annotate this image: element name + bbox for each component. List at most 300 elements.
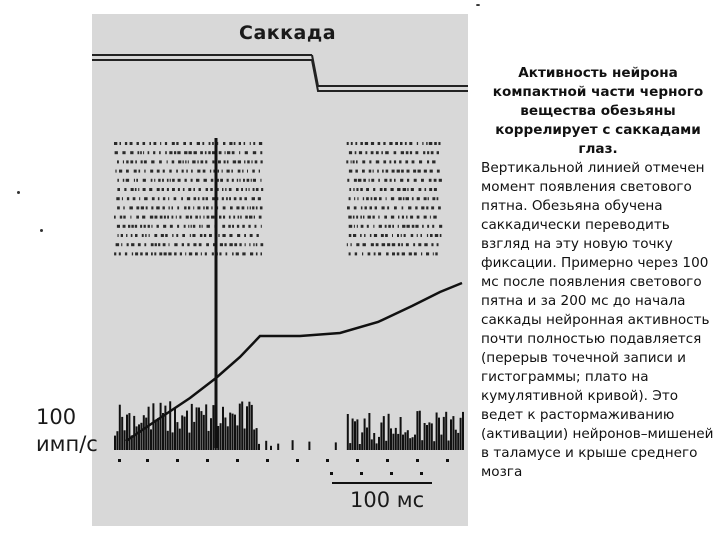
raster-tick (127, 197, 129, 200)
raster-tick (411, 188, 414, 191)
raster-tick (151, 206, 153, 209)
raster-tick (363, 216, 364, 219)
raster-tick (386, 197, 387, 200)
raster-tick (115, 170, 116, 173)
raster-tick (202, 197, 204, 200)
raster-tick (232, 151, 235, 154)
histogram-bar (136, 426, 138, 450)
raster-tick (144, 197, 148, 200)
raster-tick (252, 206, 254, 209)
raster-tick (389, 142, 392, 145)
raster-tick (222, 197, 224, 200)
histogram-bar (445, 412, 447, 450)
histogram-bar (433, 441, 435, 450)
raster-tick (435, 234, 438, 237)
raster-tick (126, 170, 129, 173)
raster-tick (346, 160, 348, 163)
raster-tick (380, 188, 383, 191)
raster-tick (244, 160, 245, 163)
raster-tick (211, 216, 214, 219)
raster-tick (114, 252, 116, 255)
raster-tick (159, 252, 162, 255)
raster-tick (351, 160, 352, 163)
raster-tick (392, 225, 394, 228)
raster-tick (231, 170, 233, 173)
raster-tick (354, 225, 355, 228)
histogram-bar (385, 441, 387, 450)
raster-tick (370, 206, 373, 209)
raster-tick (434, 142, 437, 145)
raster-tick (156, 206, 160, 209)
time-marker-dot (236, 459, 239, 462)
raster-tick (364, 234, 365, 237)
raster-tick (349, 234, 352, 237)
raster-tick (202, 142, 204, 145)
raster-tick (373, 216, 375, 219)
raster-tick (369, 170, 372, 173)
raster-tick (210, 170, 211, 173)
raster-tick (190, 142, 192, 145)
histogram-bar (174, 407, 176, 450)
raster-tick (188, 160, 189, 163)
raster-tick (394, 160, 396, 163)
raster-tick (426, 142, 427, 145)
raster-tick (240, 216, 242, 219)
raster-tick (144, 225, 146, 228)
raster-tick (222, 188, 223, 191)
raster-tick (437, 151, 439, 154)
raster-tick (142, 216, 145, 219)
raster-tick (347, 243, 348, 246)
raster-tick (126, 234, 127, 237)
raster-tick (184, 206, 186, 209)
raster-tick (418, 243, 421, 246)
raster-tick (354, 197, 355, 200)
raster-tick (182, 243, 184, 246)
raster-tick (401, 234, 402, 237)
raster-tick (205, 160, 207, 163)
raster-tick (182, 234, 185, 237)
raster-tick (253, 188, 255, 191)
raster-tick (223, 216, 225, 219)
raster-tick (115, 151, 118, 154)
raster-tick (140, 252, 143, 255)
raster-tick (211, 179, 214, 182)
raster-tick (391, 197, 394, 200)
raster-tick (170, 225, 173, 228)
raster-tick (422, 225, 424, 228)
raster-tick (138, 188, 139, 191)
raster-tick (218, 160, 221, 163)
raster-tick (197, 206, 200, 209)
raster-tick (256, 252, 258, 255)
raster-tick (252, 197, 255, 200)
histogram-bar (224, 418, 226, 451)
raster-tick (391, 216, 394, 219)
raster-tick (378, 252, 381, 255)
raster-tick (121, 243, 122, 246)
raster-tick (119, 170, 122, 173)
raster-tick (239, 151, 240, 154)
histogram-bar (244, 429, 246, 451)
raster-tick (222, 234, 225, 237)
raster-tick (149, 142, 151, 145)
raster-tick (177, 151, 180, 154)
raster-tick (141, 160, 143, 163)
raster-tick (209, 234, 212, 237)
raster-tick (251, 160, 252, 163)
raster-tick (418, 170, 421, 173)
raster-tick (222, 170, 223, 173)
raster-tick (167, 216, 169, 219)
raster-tick (426, 252, 429, 255)
raster-tick (172, 206, 174, 209)
raster-tick (354, 179, 357, 182)
raster-tick (189, 252, 192, 255)
raster-tick (421, 179, 424, 182)
histogram-bar (419, 411, 421, 450)
raster-tick (374, 252, 376, 255)
raster-tick (121, 234, 123, 237)
raster-tick (385, 225, 387, 228)
raster-tick (150, 216, 153, 219)
raster-tick (392, 170, 395, 173)
time-marker-dot (118, 459, 121, 462)
histogram-bar (455, 430, 457, 450)
raster-tick (249, 188, 250, 191)
raster-tick (414, 179, 417, 182)
raster-tick (384, 188, 387, 191)
raster-tick (164, 216, 166, 219)
raster-tick (387, 243, 390, 246)
raster-tick (151, 179, 153, 182)
raster-tick (388, 225, 391, 228)
raster-tick (172, 234, 173, 237)
raster-tick (145, 234, 146, 237)
raster-tick (259, 170, 260, 173)
raster-tick (163, 197, 165, 200)
raster-tick (126, 179, 129, 182)
raster-tick (398, 243, 400, 246)
histogram-bar (205, 404, 207, 450)
raster-tick (250, 252, 253, 255)
raster-tick (160, 142, 161, 145)
raster-tick (227, 160, 229, 163)
raster-tick (209, 142, 211, 145)
raster-tick (223, 142, 225, 145)
raster-tick (398, 197, 401, 200)
raster-tick (406, 243, 409, 246)
histogram-bar (176, 422, 178, 450)
raster-tick (158, 197, 160, 200)
histogram-bar (164, 406, 166, 450)
raster-tick (212, 142, 214, 145)
histogram-bar (457, 433, 459, 450)
raster-tick (229, 142, 232, 145)
raster-tick (437, 170, 440, 173)
raster-tick (392, 234, 393, 237)
histogram-bar (186, 411, 188, 450)
histogram-bar (421, 440, 423, 450)
raster-tick (354, 206, 357, 209)
raster-tick (219, 252, 221, 255)
raster-tick (212, 151, 215, 154)
histogram-bar (121, 417, 123, 450)
raster-tick (424, 243, 427, 246)
histogram-bar (395, 428, 397, 450)
raster-tick (224, 160, 226, 163)
histogram-bar (378, 437, 380, 450)
raster-tick (406, 151, 409, 154)
raster-tick (413, 170, 416, 173)
histogram-bar (414, 435, 416, 450)
histogram-bar (349, 443, 351, 450)
raster-tick (403, 197, 405, 200)
raster-tick (432, 225, 434, 228)
histogram-bar (383, 416, 385, 450)
raster-tick (412, 225, 415, 228)
histogram-bar (371, 439, 373, 450)
raster-tick (405, 142, 407, 145)
raster-tick (438, 142, 440, 145)
raster-tick (415, 225, 418, 228)
histogram-bar (356, 419, 358, 450)
raster-tick (242, 225, 245, 228)
raster-tick (261, 160, 263, 163)
raster-tick (140, 225, 142, 228)
raster-tick (375, 206, 377, 209)
histogram-bar (368, 413, 370, 450)
time-marker-dot (146, 459, 149, 462)
raster-tick (401, 151, 404, 154)
raster-tick (144, 160, 147, 163)
raster-tick (204, 234, 206, 237)
raster-tick (200, 151, 203, 154)
raster-tick (353, 188, 354, 191)
raster-tick (368, 216, 371, 219)
histogram-bar (352, 419, 354, 451)
raster-tick (404, 234, 406, 237)
raster-tick (163, 225, 166, 228)
histogram-bar (193, 422, 195, 450)
raster-tick (260, 151, 262, 154)
raster-tick (242, 252, 245, 255)
time-marker-dot (330, 472, 333, 475)
raster-tick (167, 188, 169, 191)
raster-tick (187, 197, 190, 200)
raster-tick (247, 206, 248, 209)
raster-tick (371, 197, 373, 200)
raster-tick (167, 160, 168, 163)
raster-tick (433, 216, 436, 219)
time-marker-dot (386, 459, 389, 462)
histogram-bar (376, 443, 378, 450)
histogram-bar (196, 407, 198, 450)
raster-tick (206, 197, 208, 200)
raster-tick (366, 197, 369, 200)
histogram-bar (443, 417, 445, 450)
raster-tick (371, 243, 374, 246)
raster-tick (383, 142, 385, 145)
raster-tick (134, 179, 135, 182)
raster-tick (192, 160, 195, 163)
raster-tick (165, 142, 167, 145)
histogram-bar (436, 413, 438, 451)
raster-tick (152, 197, 155, 200)
raster-tick (131, 225, 133, 228)
raster-tick (125, 252, 127, 255)
raster-tick (238, 170, 241, 173)
raster-tick (423, 151, 425, 154)
raster-tick (177, 206, 179, 209)
raster-tick (407, 225, 410, 228)
histogram-bar (181, 415, 183, 450)
raster-tick (155, 216, 158, 219)
raster-tick (440, 234, 442, 237)
raster-tick (153, 151, 155, 154)
raster-tick (397, 188, 400, 191)
raster-tick (179, 216, 181, 219)
histogram-bar (119, 405, 121, 450)
raster-tick (174, 243, 177, 246)
raster-tick (218, 179, 219, 182)
raster-tick (253, 243, 254, 246)
raster-tick (426, 206, 428, 209)
raster-tick (353, 234, 356, 237)
histogram-bar (116, 431, 118, 450)
raster-tick (229, 216, 231, 219)
raster-tick (122, 151, 125, 154)
raster-tick (196, 179, 199, 182)
histogram-bar (253, 430, 255, 451)
raster-tick (170, 179, 171, 182)
raster-tick (183, 188, 185, 191)
raster-tick (193, 243, 196, 246)
raster-tick (144, 243, 146, 246)
raster-tick (368, 252, 371, 255)
raster-tick (212, 160, 214, 163)
raster-tick (401, 243, 403, 246)
raster-tick (381, 151, 383, 154)
raster-tick (154, 142, 157, 145)
raster-tick (136, 179, 138, 182)
raster-tick (151, 243, 154, 246)
figure-caption (481, 64, 715, 482)
raster-tick (381, 234, 384, 237)
raster-tick (429, 188, 432, 191)
raster-tick (195, 216, 198, 219)
raster-tick (245, 216, 248, 219)
raster-tick (130, 216, 131, 219)
raster-tick (362, 160, 365, 163)
raster-tick (150, 170, 153, 173)
raster-tick (218, 170, 219, 173)
raster-tick (229, 197, 231, 200)
raster-tick (158, 179, 160, 182)
raster-tick (412, 197, 414, 200)
raster-tick (151, 225, 152, 228)
raster-tick (154, 252, 156, 255)
raster-tick (130, 160, 133, 163)
raster-tick (260, 179, 261, 182)
raster-tick (139, 197, 140, 200)
histogram-bar (308, 442, 310, 450)
raster-tick (408, 206, 411, 209)
histogram-bar (359, 444, 361, 450)
raster-tick (187, 243, 189, 246)
raster-tick (174, 252, 177, 255)
histogram-bar (167, 431, 169, 450)
raster-tick (232, 225, 234, 228)
raster-tick (199, 225, 201, 228)
histogram-bar (407, 430, 409, 450)
raster-tick (118, 234, 119, 237)
time-marker-dot (176, 459, 179, 462)
histogram-bar (169, 401, 171, 450)
raster-tick (412, 160, 415, 163)
time-marker-dot (390, 472, 393, 475)
histogram-bar (347, 414, 349, 450)
raster-tick (135, 252, 138, 255)
raster-tick (169, 243, 170, 246)
raster-tick (183, 160, 184, 163)
raster-tick (382, 243, 386, 246)
raster-tick (244, 234, 246, 237)
histogram-bar (143, 415, 145, 450)
raster-tick (392, 252, 395, 255)
raster-tick (200, 216, 201, 219)
raster-tick (123, 216, 125, 219)
raster-tick (419, 188, 422, 191)
raster-tick (434, 179, 437, 182)
raster-tick (205, 151, 207, 154)
histogram-bar (400, 417, 402, 450)
raster-tick (394, 179, 396, 182)
raster-tick (127, 243, 129, 246)
histogram-bar (140, 423, 142, 450)
raster-tick (205, 252, 207, 255)
rate-scale-unit: имп/с (36, 432, 98, 456)
raster-tick (261, 252, 263, 255)
raster-tick (233, 160, 236, 163)
histogram-bar (172, 432, 174, 450)
raster-tick (159, 151, 161, 154)
raster-tick (400, 142, 403, 145)
raster-tick (176, 216, 177, 219)
histogram-bar (234, 415, 236, 450)
raster-tick (145, 252, 148, 255)
raster-tick (239, 142, 241, 145)
raster-tick (394, 206, 397, 209)
raster-tick (123, 179, 124, 182)
raster-tick (437, 243, 439, 246)
raster-tick (223, 206, 226, 209)
raster-tick (133, 197, 136, 200)
raster-tick (194, 151, 197, 154)
histogram-bar (145, 418, 147, 450)
raster-tick (220, 179, 223, 182)
raster-tick (409, 252, 412, 255)
raster-tick (394, 151, 397, 154)
raster-tick (172, 179, 175, 182)
raster-tick (360, 216, 362, 219)
histogram-bar (198, 408, 200, 451)
raster-tick (365, 142, 368, 145)
histogram-bar (265, 441, 267, 450)
time-marker-dot (296, 459, 299, 462)
raster-tick (432, 197, 435, 200)
raster-tick (407, 179, 409, 182)
